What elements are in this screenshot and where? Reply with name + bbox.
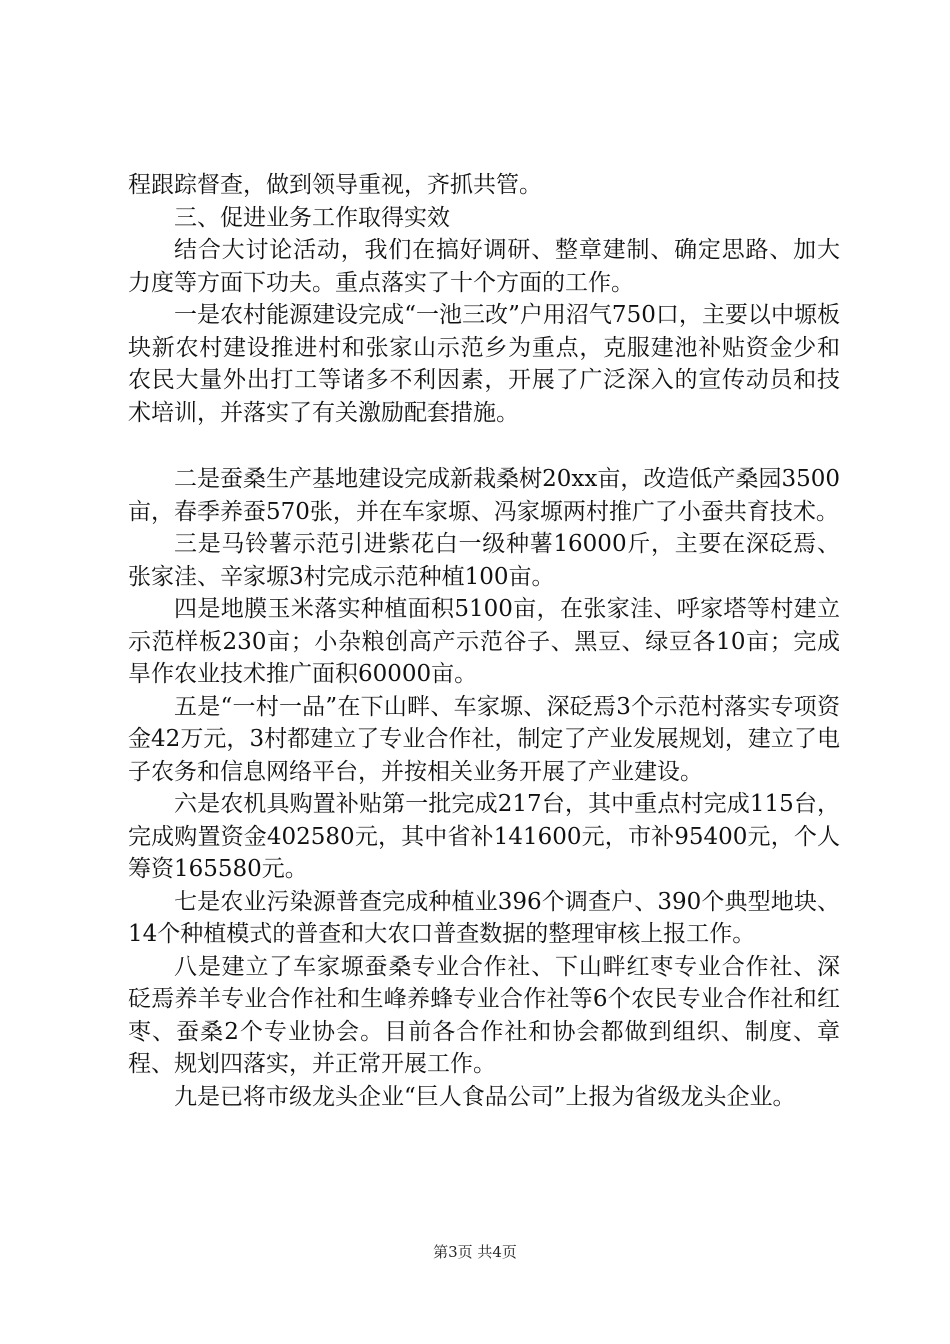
section-heading: 三、促进业务工作取得实效 — [174, 204, 450, 231]
paragraph-item-1: 一是农村能源建设完成“一池三改”户用沼气750口，主要以中塬板块新农村建设推进村和张家山示范乡为重点，克服建池补贴资金少和农民大量外出打工等诸多不利因素，开展了广泛深入的宣传动员和技术培训，并落实了有关激励配套措施。 — [128, 302, 840, 426]
document-body — [128, 169, 840, 1113]
page-number-footer: 第3页 共4页 — [433, 1243, 517, 1261]
paragraph-item-5: 五是“一村一品”在下山畔、车家塬、深砭焉3个示范村落实专项资金42万元，3村都建立了专业合作社，制定了产业发展规划，建立了电子农务和信息网络平台，并按相关业务开展了产业建设。 — [128, 693, 840, 785]
paragraph-item-4: 四是地膜玉米落实种植面积5100亩，在张家洼、呼家塔等村建立示范样板230亩；小杂粮创高产示范谷子、黑豆、绿豆各10亩；完成旱作农业技术推广面积60000亩。 — [128, 596, 840, 687]
paragraph-intro: 结合大讨论活动，我们在搞好调研、整章建制、确定思路、加大力度等方面下功夫。重点落实了十个方面的工作。 — [128, 237, 840, 296]
paragraph-item-8: 八是建立了车家塬蚕桑专业合作社、下山畔红枣专业合作社、深砭焉养羊专业合作社和生峰养蜂专业合作社等6个农民专业合作社和红枣、蚕桑2个专业协会。目前各合作社和协会都做到组织、制度、章程、规划四落实，并正常开展工作。 — [128, 953, 840, 1077]
paragraph-item-7: 七是农业污染源普查完成种植业396个调查户、390个典型地块、14个种植模式的普查和大农口普查数据的整理审核上报工作。 — [128, 888, 840, 947]
paragraph-continuation: 程跟踪督查，做到领导重视，齐抓共管。 — [128, 172, 542, 198]
paragraph-item-9: 九是已将市级龙头企业“巨人食品公司”上报为省级龙头企业。 — [174, 1083, 796, 1110]
paragraph-item-3: 三是马铃薯示范引进紫花白一级种薯16000斤，主要在深砭焉、张家洼、辛家塬3村完成示范种植100亩。 — [128, 531, 840, 590]
paragraph-item-6: 六是农机具购置补贴第一批完成217台，其中重点村完成115台，完成购置资金402580元，其中省补141600元，市补95400元，个人筹资165580元。 — [128, 791, 840, 882]
paragraph-item-2: 二是蚕桑生产基地建设完成新栽桑树20xx亩，改造低产桑园3500亩，春季养蚕570张，并在车家塬、冯家塬两村推广了小蚕共育技术。 — [128, 466, 840, 525]
